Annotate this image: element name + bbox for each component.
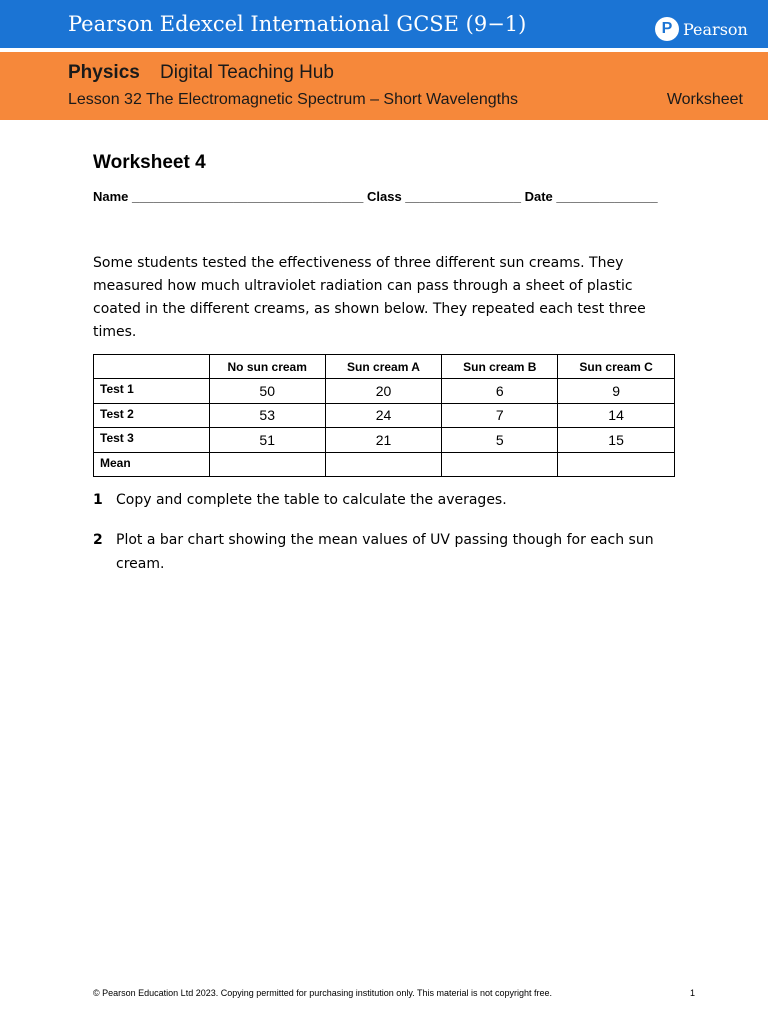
question-1 xyxy=(93,488,673,512)
table-cell: 9 xyxy=(558,379,675,403)
mean-cell xyxy=(558,452,675,476)
table-cell: 20 xyxy=(325,379,442,403)
worksheet-title: Worksheet 4 xyxy=(93,152,206,173)
lesson-title: Lesson 32 The Electromagnetic Spectrum – Short Wavelengths xyxy=(68,91,519,108)
table-cell: 50 xyxy=(209,379,325,403)
question-text: Plot a bar chart showing the mean values of UV passing though for each sun cream. xyxy=(116,532,654,572)
pearson-logo-icon xyxy=(655,17,679,41)
hub-name: Digital Teaching Hub xyxy=(160,62,334,83)
copyright-notice: © Pearson Education Ltd 2023. Copying permitted for purchasing institution only. This material is not copyright free. xyxy=(93,988,553,998)
question-2 xyxy=(93,528,673,576)
table-header-row xyxy=(94,355,675,379)
table-cell: 21 xyxy=(325,428,442,452)
pearson-logo-letter: P xyxy=(661,20,673,37)
sheet-type-label: Worksheet xyxy=(666,91,743,108)
sun-cream-results-table xyxy=(93,354,675,477)
top-header-bar xyxy=(0,0,768,48)
table-header-cell: Sun cream A xyxy=(325,355,442,379)
table-cell: 5 xyxy=(442,428,558,452)
subject-name: Physics xyxy=(68,62,140,83)
table-header-cell: No sun cream xyxy=(209,355,325,379)
pearson-logo xyxy=(655,17,748,41)
table-row xyxy=(94,379,675,403)
qualification-title: Pearson Edexcel International GCSE (9−1) xyxy=(68,12,527,36)
intro-paragraph: Some students tested the effectiveness of three different sun creams. They measured how much ultraviolet radiation can pass through a sheet of plastic coated in the different creams, as shown below. They repeated each test three times. xyxy=(93,255,646,340)
row-label: Test 1 xyxy=(94,379,210,403)
table-row xyxy=(94,428,675,452)
table-cell: 14 xyxy=(558,403,675,427)
table-header-cell: Sun cream C xyxy=(558,355,675,379)
table-cell: 53 xyxy=(209,403,325,427)
table-header-cell: Sun cream B xyxy=(442,355,558,379)
table-cell: 24 xyxy=(325,403,442,427)
table-header-cell xyxy=(94,355,210,379)
question-text: Copy and complete the table to calculate the averages. xyxy=(116,492,507,508)
question-number: 2 xyxy=(93,532,103,548)
name-class-date-line: Name ________________________________ Class ________________ Date ______________ xyxy=(93,189,658,204)
table-cell: 51 xyxy=(209,428,325,452)
page-number: 1 xyxy=(690,988,696,998)
pearson-logo-text: Pearson xyxy=(683,19,748,39)
table-row xyxy=(94,403,675,427)
table-cell: 7 xyxy=(442,403,558,427)
row-label: Test 3 xyxy=(94,428,210,452)
mean-cell xyxy=(442,452,558,476)
table-row-mean xyxy=(94,452,675,476)
row-label: Test 2 xyxy=(94,403,210,427)
question-number: 1 xyxy=(93,492,103,508)
mean-cell xyxy=(325,452,442,476)
row-label: Mean xyxy=(94,452,210,476)
table-cell: 15 xyxy=(558,428,675,452)
subject-bar xyxy=(0,52,768,120)
mean-cell xyxy=(209,452,325,476)
table-cell: 6 xyxy=(442,379,558,403)
